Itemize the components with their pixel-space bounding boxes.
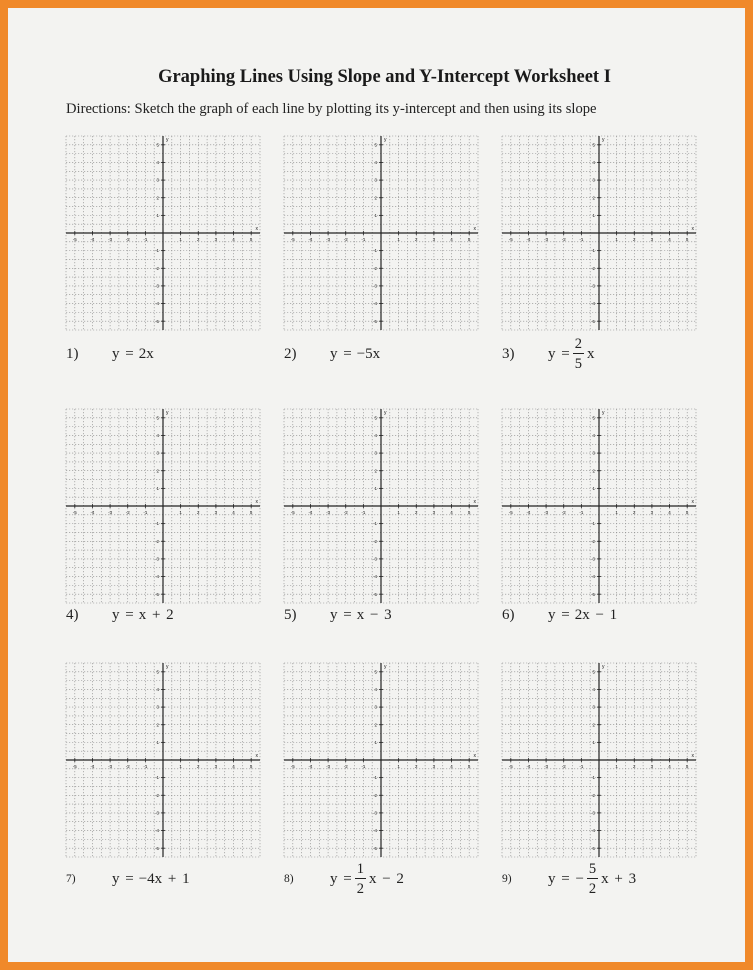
x-tick-label: 1 (397, 510, 400, 515)
y-tick-label: 5 (374, 142, 377, 148)
fraction-denominator: 5 (574, 356, 582, 372)
y-tick-label: -2 (372, 538, 377, 544)
y-tick-label: 5 (592, 142, 595, 148)
equation (548, 862, 636, 897)
y-tick-label: -3 (154, 810, 159, 816)
x-tick-label: 4 (668, 510, 671, 515)
x-tick-label: -5 (508, 764, 513, 769)
equation-lhs: y = (330, 606, 352, 623)
y-tick-label: -2 (154, 265, 159, 271)
y-tick-label: -5 (590, 318, 595, 324)
x-axis-label: x (473, 499, 476, 505)
x-tick-label: -1 (143, 237, 148, 242)
x-axis-label: x (691, 226, 694, 232)
x-tick-label: -2 (343, 764, 348, 769)
x-tick-label: -3 (108, 237, 113, 242)
y-tick-label: 2 (156, 722, 159, 728)
problem-8 (284, 859, 404, 899)
equation (330, 346, 380, 363)
x-tick-label: 4 (232, 237, 235, 242)
x-tick-label: 4 (450, 510, 453, 515)
grid-svg (284, 136, 478, 330)
x-tick-label: 5 (467, 510, 471, 515)
equation-rhs: 2x − 1 (574, 606, 618, 623)
y-axis-label: y (166, 410, 169, 416)
y-tick-label: -3 (372, 556, 377, 562)
y-tick-label: 4 (374, 433, 377, 439)
equation (548, 337, 594, 372)
x-tick-label: 4 (450, 237, 453, 242)
y-tick-label: -4 (154, 301, 159, 307)
coordinate-grid-9 (502, 663, 696, 857)
equation-rhs: −4x + 1 (138, 870, 190, 887)
x-tick-label: 3 (650, 237, 654, 242)
problem-number: 9) (502, 873, 512, 885)
y-tick-label: -2 (154, 538, 159, 544)
coordinate-grid-7 (66, 663, 260, 857)
x-tick-label: 4 (668, 764, 671, 769)
y-tick-label: 1 (156, 212, 159, 218)
grid-svg (284, 663, 478, 857)
y-tick-label: -4 (590, 574, 595, 580)
y-tick-label: 4 (592, 433, 595, 439)
x-tick-label: -5 (72, 510, 77, 515)
y-tick-label: -5 (154, 591, 159, 597)
equation (548, 607, 617, 624)
equation-lhs: y = (548, 606, 570, 623)
y-tick-label: 3 (156, 704, 159, 710)
x-tick-label: -1 (579, 510, 584, 515)
x-tick-label: 2 (415, 237, 418, 242)
y-tick-label: 2 (592, 722, 595, 728)
equation-rhs: x (586, 345, 595, 362)
x-tick-label: 2 (633, 764, 636, 769)
x-tick-label: 1 (397, 237, 400, 242)
y-tick-label: 2 (374, 195, 377, 201)
y-axis-label: y (602, 137, 605, 143)
y-tick-label: -5 (154, 318, 159, 324)
x-tick-label: 5 (685, 764, 689, 769)
y-tick-label: 5 (156, 415, 159, 421)
x-tick-label: -3 (108, 764, 113, 769)
fraction (573, 337, 584, 372)
y-tick-label: -1 (590, 248, 595, 254)
fraction (587, 862, 598, 897)
worksheet-title: Graphing Lines Using Slope and Y-Intercept Worksheet I (158, 67, 611, 87)
fraction-numerator: 1 (355, 862, 366, 880)
y-tick-label: -1 (590, 775, 595, 781)
equation-lhs: y = − (548, 870, 584, 887)
coordinate-grid-1 (66, 136, 260, 330)
y-tick-label: -5 (590, 845, 595, 851)
grid-svg (66, 136, 260, 330)
equation-lhs: y = (112, 345, 134, 362)
y-tick-label: 3 (156, 177, 159, 183)
y-axis-label: y (166, 137, 169, 143)
y-tick-label: 2 (374, 468, 377, 474)
y-tick-label: -4 (372, 301, 377, 307)
problem-1 (66, 334, 154, 374)
fraction-denominator: 2 (356, 881, 364, 897)
y-tick-label: -3 (372, 810, 377, 816)
grid-svg (284, 409, 478, 603)
x-tick-label: -2 (125, 237, 130, 242)
x-tick-label: -4 (90, 510, 95, 515)
x-tick-label: -1 (361, 237, 366, 242)
problem-number: 6) (502, 606, 515, 623)
x-tick-label: 3 (214, 764, 218, 769)
y-tick-label: 1 (592, 212, 595, 218)
equation-rhs: x − 2 (368, 870, 404, 887)
y-tick-label: 3 (156, 450, 159, 456)
x-tick-label: 5 (249, 237, 253, 242)
y-tick-label: 2 (592, 195, 595, 201)
x-tick-label: -2 (125, 510, 130, 515)
y-tick-label: 1 (374, 212, 377, 218)
grid-svg (502, 663, 696, 857)
coordinate-grid-2 (284, 136, 478, 330)
x-axis-label: x (473, 753, 476, 759)
x-tick-label: 2 (197, 510, 200, 515)
equation (330, 862, 404, 897)
x-tick-label: -2 (561, 510, 566, 515)
x-tick-label: 5 (467, 764, 471, 769)
x-tick-label: -4 (308, 510, 313, 515)
x-axis-label: x (255, 226, 258, 232)
grid-svg (66, 409, 260, 603)
y-tick-label: -3 (590, 283, 595, 289)
x-tick-label: 1 (397, 764, 400, 769)
x-tick-label: 3 (432, 510, 436, 515)
y-tick-label: 2 (592, 468, 595, 474)
y-tick-label: -3 (590, 556, 595, 562)
y-tick-label: -2 (590, 538, 595, 544)
equation-rhs: x + 2 (138, 606, 174, 623)
problem-number: 8) (284, 873, 294, 885)
x-tick-label: -5 (508, 510, 513, 515)
x-axis-label: x (691, 753, 694, 759)
y-tick-label: 4 (592, 687, 595, 693)
x-tick-label: 1 (179, 510, 182, 515)
y-tick-label: 4 (374, 687, 377, 693)
x-tick-label: -4 (526, 237, 531, 242)
x-tick-label: -3 (326, 510, 331, 515)
y-tick-label: 4 (592, 160, 595, 166)
y-tick-label: 1 (156, 739, 159, 745)
x-tick-label: 3 (432, 237, 436, 242)
y-tick-label: 5 (156, 142, 159, 148)
x-tick-label: -5 (290, 510, 295, 515)
x-tick-label: 1 (615, 510, 618, 515)
x-tick-label: -5 (72, 237, 77, 242)
x-axis-label: x (473, 226, 476, 232)
problem-number: 7) (66, 873, 76, 885)
x-tick-label: 1 (179, 237, 182, 242)
x-tick-label: -2 (561, 237, 566, 242)
x-axis-label: x (255, 499, 258, 505)
y-tick-label: 2 (374, 722, 377, 728)
problem-2 (284, 334, 380, 374)
x-tick-label: -5 (290, 764, 295, 769)
x-tick-label: -5 (290, 237, 295, 242)
x-tick-label: -2 (343, 237, 348, 242)
x-tick-label: -3 (544, 764, 549, 769)
x-tick-label: -1 (143, 764, 148, 769)
y-axis-label: y (384, 137, 387, 143)
y-axis-label: y (602, 410, 605, 416)
y-tick-label: -4 (154, 828, 159, 834)
y-tick-label: -3 (154, 283, 159, 289)
y-tick-label: -5 (372, 318, 377, 324)
x-tick-label: -3 (326, 764, 331, 769)
x-tick-label: 3 (650, 510, 654, 515)
y-tick-label: 3 (592, 450, 595, 456)
x-tick-label: -1 (579, 764, 584, 769)
x-tick-label: -1 (361, 510, 366, 515)
y-tick-label: -2 (590, 265, 595, 271)
y-tick-label: 3 (592, 704, 595, 710)
problem-3 (502, 334, 594, 374)
x-tick-label: 1 (179, 764, 182, 769)
fraction-denominator: 2 (588, 881, 597, 897)
x-tick-label: 5 (685, 237, 689, 242)
x-tick-label: -2 (561, 764, 566, 769)
y-tick-label: -2 (372, 265, 377, 271)
y-tick-label: -3 (590, 810, 595, 816)
x-tick-label: -1 (143, 510, 148, 515)
y-tick-label: 3 (374, 704, 377, 710)
y-tick-label: -4 (372, 574, 377, 580)
equation-rhs: −5x (356, 345, 381, 362)
x-tick-label: 5 (249, 764, 253, 769)
grid-svg (502, 409, 696, 603)
y-tick-label: -4 (372, 828, 377, 834)
y-tick-label: -4 (590, 301, 595, 307)
x-tick-label: 2 (197, 237, 200, 242)
x-tick-label: 1 (615, 237, 618, 242)
x-tick-label: 4 (232, 510, 235, 515)
y-tick-label: -4 (154, 574, 159, 580)
x-tick-label: 2 (415, 510, 418, 515)
x-tick-label: -4 (90, 237, 95, 242)
problem-6 (502, 595, 617, 635)
y-tick-label: 4 (156, 687, 159, 693)
y-tick-label: -2 (590, 792, 595, 798)
worksheet-directions: Directions: Sketch the graph of each line by plotting its y-intercept and then using its slope (66, 101, 597, 117)
coordinate-grid-6 (502, 409, 696, 603)
x-tick-label: -3 (544, 510, 549, 515)
y-tick-label: 1 (374, 485, 377, 491)
y-axis-label: y (602, 664, 605, 670)
y-tick-label: 4 (156, 160, 159, 166)
x-tick-label: -1 (361, 764, 366, 769)
y-tick-label: 2 (156, 195, 159, 201)
grid-svg (502, 136, 696, 330)
equation-lhs: y = (330, 345, 352, 362)
y-tick-label: 4 (156, 433, 159, 439)
y-tick-label: -2 (372, 792, 377, 798)
equation-lhs: y = (112, 870, 134, 887)
x-tick-label: 3 (214, 237, 218, 242)
equation (112, 607, 174, 624)
problem-5 (284, 595, 392, 635)
y-tick-label: 3 (374, 177, 377, 183)
fraction (355, 862, 366, 897)
x-tick-label: -5 (72, 764, 77, 769)
fraction-numerator: 5 (587, 862, 598, 880)
y-tick-label: -4 (590, 828, 595, 834)
equation-lhs: y = (548, 345, 570, 362)
x-tick-label: 4 (450, 764, 453, 769)
y-tick-label: -2 (154, 792, 159, 798)
problem-number: 5) (284, 606, 297, 623)
equation-rhs: x − 3 (356, 606, 392, 623)
y-tick-label: -1 (154, 248, 159, 254)
x-tick-label: 1 (615, 764, 618, 769)
y-tick-label: 5 (592, 669, 595, 675)
x-axis-label: x (255, 753, 258, 759)
x-tick-label: -3 (326, 237, 331, 242)
x-tick-label: -4 (308, 764, 313, 769)
y-tick-label: 1 (592, 739, 595, 745)
equation (112, 346, 154, 363)
equation-lhs: y = (330, 870, 352, 887)
coordinate-grid-5 (284, 409, 478, 603)
coordinate-grid-8 (284, 663, 478, 857)
y-tick-label: 3 (374, 450, 377, 456)
y-tick-label: -1 (372, 775, 377, 781)
x-tick-label: -3 (544, 237, 549, 242)
problem-9 (502, 859, 636, 899)
equation (330, 607, 392, 624)
problem-number: 3) (502, 345, 515, 362)
y-tick-label: -1 (590, 521, 595, 527)
x-tick-label: 5 (249, 510, 253, 515)
y-axis-label: y (384, 410, 387, 416)
equation-rhs: 2x (138, 345, 154, 362)
y-tick-label: -3 (154, 556, 159, 562)
y-tick-label: 2 (156, 468, 159, 474)
problem-4 (66, 595, 174, 635)
x-tick-label: 2 (197, 764, 200, 769)
y-tick-label: -3 (372, 283, 377, 289)
problem-7 (66, 859, 190, 899)
equation (112, 871, 190, 888)
x-tick-label: -1 (579, 237, 584, 242)
x-tick-label: -2 (125, 764, 130, 769)
y-tick-label: -5 (154, 845, 159, 851)
y-tick-label: 1 (592, 485, 595, 491)
x-tick-label: 2 (633, 237, 636, 242)
y-tick-label: 5 (156, 669, 159, 675)
y-tick-label: -1 (372, 248, 377, 254)
y-tick-label: -1 (154, 521, 159, 527)
equation-lhs: y = (112, 606, 134, 623)
x-tick-label: 5 (467, 237, 471, 242)
y-axis-label: y (166, 664, 169, 670)
y-tick-label: -5 (372, 591, 377, 597)
x-tick-label: 3 (650, 764, 654, 769)
y-tick-label: -5 (590, 591, 595, 597)
x-tick-label: -4 (526, 510, 531, 515)
y-tick-label: 3 (592, 177, 595, 183)
problem-number: 4) (66, 606, 79, 623)
y-tick-label: 1 (156, 485, 159, 491)
grid-svg (66, 663, 260, 857)
x-tick-label: -5 (508, 237, 513, 242)
x-tick-label: -4 (90, 764, 95, 769)
coordinate-grid-3 (502, 136, 696, 330)
y-tick-label: 5 (374, 415, 377, 421)
y-tick-label: 1 (374, 739, 377, 745)
y-tick-label: -1 (154, 775, 159, 781)
y-tick-label: 5 (592, 415, 595, 421)
fraction-numerator: 2 (573, 337, 584, 355)
problem-number: 1) (66, 345, 79, 362)
y-axis-label: y (384, 664, 387, 670)
x-tick-label: -3 (108, 510, 113, 515)
x-tick-label: -4 (526, 764, 531, 769)
equation-rhs: x + 3 (601, 870, 637, 887)
coordinate-grid-4 (66, 409, 260, 603)
x-tick-label: -2 (343, 510, 348, 515)
x-tick-label: 4 (668, 237, 671, 242)
y-tick-label: 5 (374, 669, 377, 675)
x-tick-label: -4 (308, 237, 313, 242)
x-tick-label: 3 (214, 510, 218, 515)
problem-number: 2) (284, 345, 297, 362)
x-axis-label: x (691, 499, 694, 505)
x-tick-label: 2 (415, 764, 418, 769)
x-tick-label: 4 (232, 764, 235, 769)
y-tick-label: -1 (372, 521, 377, 527)
x-tick-label: 3 (432, 764, 436, 769)
x-tick-label: 5 (685, 510, 689, 515)
x-tick-label: 2 (633, 510, 636, 515)
y-tick-label: -5 (372, 845, 377, 851)
y-tick-label: 4 (374, 160, 377, 166)
